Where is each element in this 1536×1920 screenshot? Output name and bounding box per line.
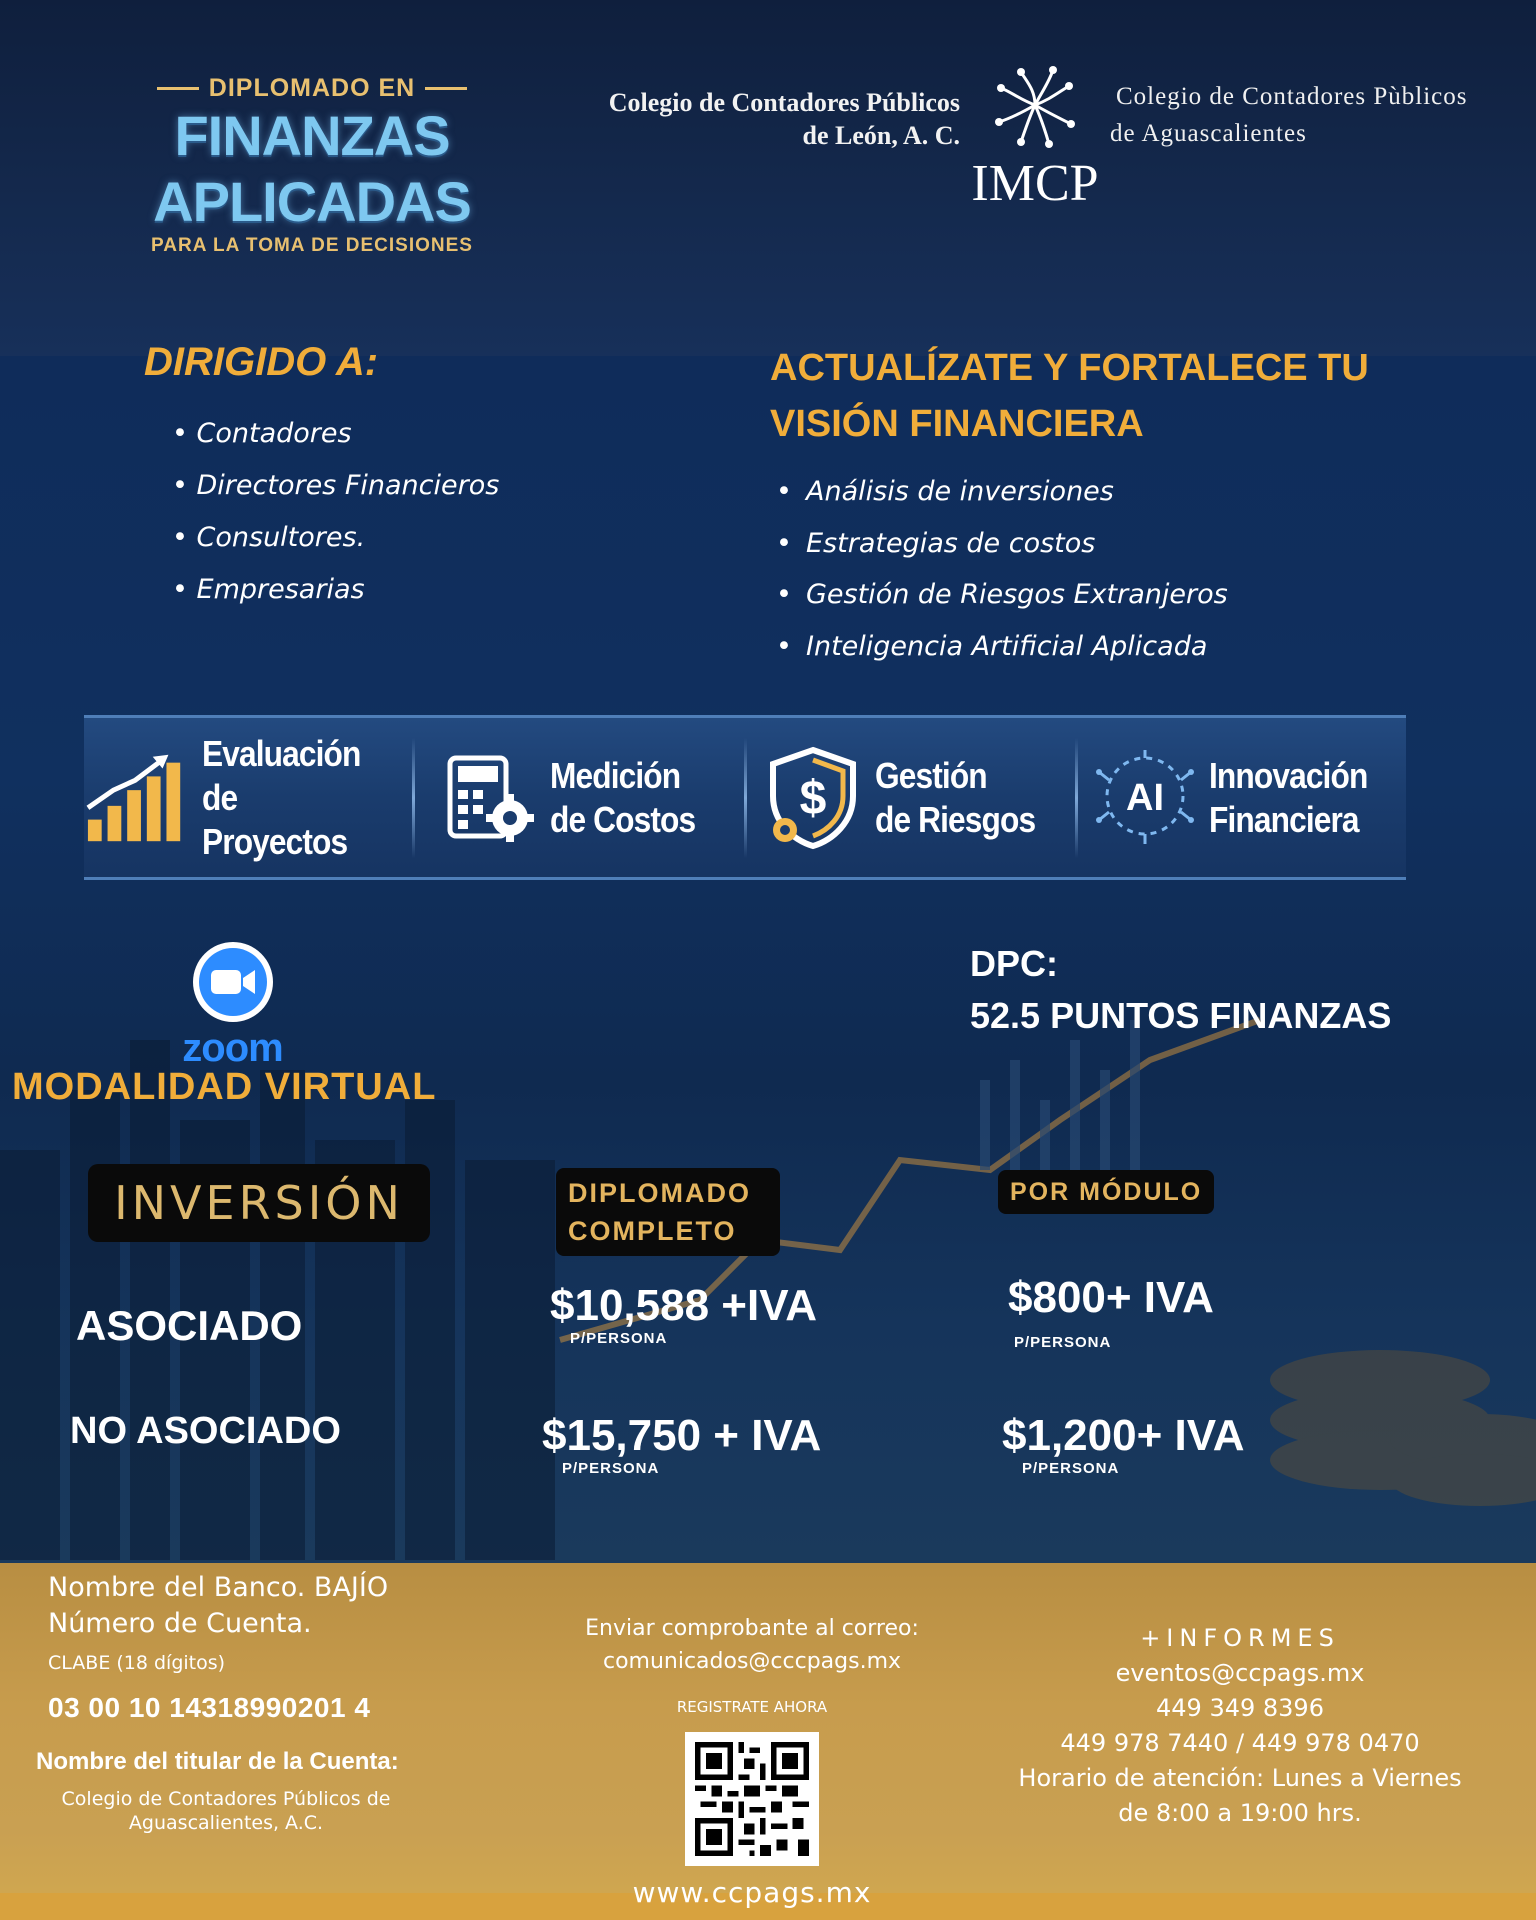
dpc-label: DPC: [970, 943, 1058, 984]
list-item: • Estrategias de costos [806, 518, 1228, 570]
correo-link[interactable]: comunicados@cccpags.mx [602, 1649, 902, 1674]
banner-label-line1: Innovación [1208, 754, 1368, 796]
colegio-leon-line2: de León, A. C. [802, 121, 960, 150]
payment-contact [560, 1612, 944, 1909]
imcp-text: IMCP [971, 155, 1099, 212]
price-amount: $15,750 + IVA [542, 1411, 822, 1460]
shield-dollar-icon [765, 746, 861, 850]
banner-label-line2: Financiera [1208, 798, 1359, 840]
banner-label [1209, 754, 1367, 842]
logo-main-text: FINANZAS APLICADAS [153, 104, 471, 233]
banner-item-medicion [415, 733, 743, 863]
diplomado-logo [82, 74, 542, 257]
list-item: • Análisis de inversiones [806, 466, 1228, 518]
banner-label-line2: de Proyectos [202, 776, 348, 862]
horario-line1: Horario de atención: Lunes a Viernes [1018, 1764, 1462, 1792]
no-asociado-label: NO ASOCIADO [70, 1410, 341, 1452]
modules-banner [84, 715, 1406, 880]
price-asociado-full [550, 1282, 817, 1347]
ai-badge-text: AI [1125, 776, 1164, 819]
banner-label [550, 754, 695, 842]
per-person-label: P/PERSONA [1014, 1334, 1112, 1351]
logo-top-text: DIPLOMADO EN [208, 74, 416, 102]
list-item: • Gestión de Riesgos Extranjeros [806, 569, 1228, 621]
list-item: • Contadores [172, 408, 499, 460]
calculator-gear-icon [444, 752, 536, 844]
actualizate-list [806, 466, 1228, 672]
diplomado-completo-badge: DIPLOMADO COMPLETO [556, 1168, 780, 1256]
titular-name [36, 1787, 416, 1835]
price-no-asociado-module [1002, 1412, 1245, 1477]
qr-code[interactable] [685, 1732, 819, 1866]
imcp-logo [960, 60, 1110, 210]
bank-info [48, 1570, 388, 1724]
ai-brain-icon [1095, 750, 1195, 846]
banner-item-evaluacion [84, 733, 412, 863]
colegio-ags-name [1110, 78, 1510, 152]
clabe-label: CLABE (18 dígitos) [48, 1652, 226, 1674]
modalidad-label: MODALIDAD VIRTUAL [12, 1066, 437, 1108]
zoom-logo [170, 940, 295, 1068]
asociado-label: ASOCIADO [76, 1302, 303, 1349]
website-link[interactable]: www.ccpags.mx [632, 1876, 872, 1909]
qr-code-icon [695, 1742, 809, 1856]
colegio-ags-line1: Colegio de Contadores Pùblicos [1116, 83, 1468, 110]
colegio-leon-line1: Colegio de Contadores Públicos [608, 88, 960, 117]
informes-email[interactable]: eventos@ccpags.mx [1115, 1659, 1365, 1687]
por-modulo-badge: POR MÓDULO [998, 1170, 1214, 1214]
banner-item-innovacion [1078, 733, 1406, 863]
bank-name: Nombre del Banco. BAJÍO [48, 1572, 389, 1603]
informes-phones[interactable]: 449 978 7440 / 449 978 0470 [1060, 1729, 1420, 1757]
imcp-emblem-icon [987, 60, 1083, 150]
dpc-info [970, 938, 1391, 1042]
price-amount: $10,588 +IVA [550, 1281, 818, 1330]
colegio-ags-line2: de Aguascalientes [1110, 120, 1307, 147]
enviar-label: Enviar comprobante al correo: [585, 1616, 919, 1641]
bar-chart-icon [84, 750, 188, 846]
banner-label-line2: de Costos [549, 798, 696, 840]
inversion-badge [88, 1164, 430, 1242]
svg-text:$: $ [799, 771, 826, 825]
bank-account-label: Número de Cuenta. [48, 1608, 312, 1639]
list-item: • Inteligencia Artificial Aplicada [806, 621, 1228, 673]
banner-label [875, 754, 1035, 842]
banner-label-line1: Evaluación [202, 732, 361, 774]
colegio-leon-name [560, 86, 960, 152]
titular-line2: Aguascalientes, A.C. [128, 1812, 324, 1834]
price-amount: $800+ IVA [1008, 1273, 1214, 1322]
registrate-label: REGISTRATE AHORA [676, 1698, 828, 1716]
horario-line2: de 8:00 a 19:00 hrs. [1118, 1799, 1362, 1827]
banner-label-line2: de Riesgos [874, 798, 1035, 840]
price-asociado-module [1008, 1274, 1214, 1351]
logo-divider [157, 87, 199, 90]
per-person-label: P/PERSONA [570, 1330, 668, 1347]
price-amount: $1,200+ IVA [1002, 1411, 1245, 1460]
per-person-label: P/PERSONA [1022, 1460, 1120, 1477]
informes-phone[interactable]: 449 349 8396 [1156, 1694, 1324, 1722]
banner-label-line1: Gestión [874, 754, 987, 796]
dpc-points: 52.5 PUNTOS FINANZAS [970, 995, 1392, 1036]
zoom-camera-icon [191, 940, 275, 1024]
dirigido-list [172, 408, 499, 616]
informes-title: +INFORMES [1140, 1624, 1340, 1652]
clabe-number: 03 00 10 14318990201 4 [48, 1692, 371, 1723]
list-item: • Empresarias [172, 564, 499, 616]
list-item: • Directores Financieros [172, 460, 499, 512]
informes-info [960, 1620, 1520, 1831]
price-no-asociado-full [542, 1412, 821, 1477]
banner-label-line1: Medición [549, 754, 681, 796]
logo-sub-text: PARA LA TOMA DE DECISIONES [151, 235, 473, 256]
inversion-label: INVERSIÓN [114, 1176, 404, 1230]
logo-divider [425, 87, 467, 90]
list-item: • Consultores. [172, 512, 499, 564]
zoom-wordmark: zoom [182, 1026, 283, 1070]
titular-label: Nombre del titular de la Cuenta: [36, 1748, 399, 1775]
actualizate-title: ACTUALÍZATE Y FORTALECE TU VISIÓN FINANCIERA [770, 347, 1369, 445]
banner-item-gestion [747, 733, 1075, 863]
per-person-label: P/PERSONA [562, 1460, 660, 1477]
banner-label [202, 732, 387, 864]
titular-line1: Colegio de Contadores Públicos de [61, 1788, 391, 1810]
dirigido-title: DIRIGIDO A: [144, 340, 379, 384]
